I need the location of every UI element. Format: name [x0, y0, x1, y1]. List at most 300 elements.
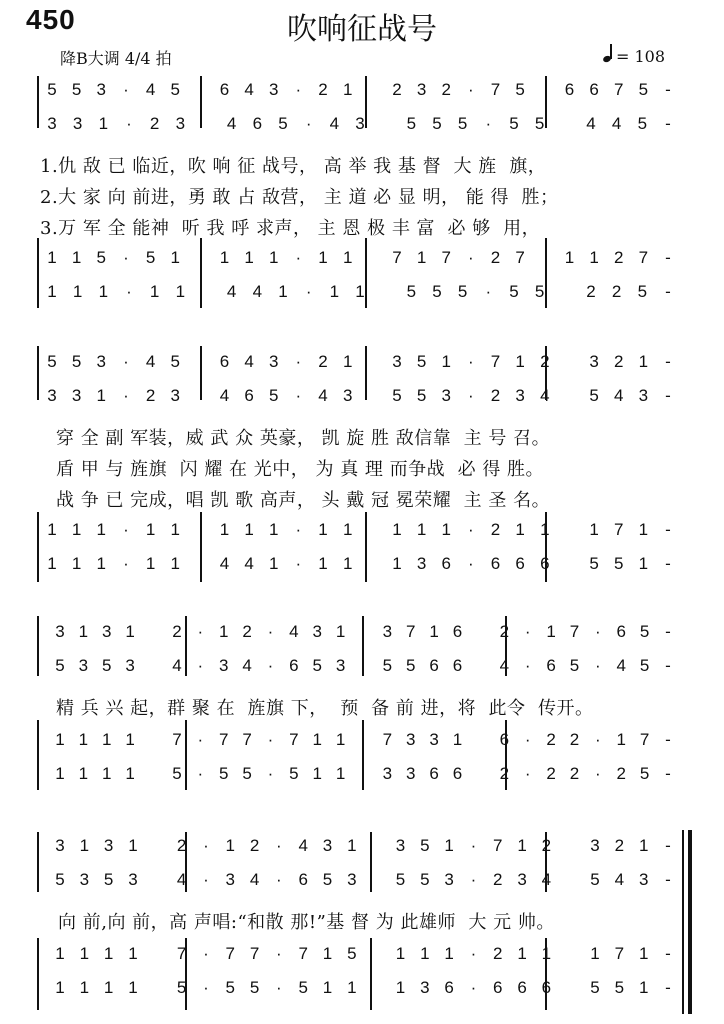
dash-hold: -: [665, 386, 671, 405]
lyric-line-1: 向 前,向 前，高 声唱:“和散 那!”基 督 为 此雄师 大 元 帅。: [58, 912, 555, 933]
note-digit: 1: [318, 554, 328, 573]
note-digit: 3: [78, 656, 89, 675]
note-digit: 1: [589, 248, 599, 267]
note-digit: 2: [611, 282, 622, 301]
note-digit: 6: [564, 80, 575, 99]
note-digit: 1: [546, 622, 556, 641]
augmentation-dot: ·: [470, 870, 477, 889]
augmentation-dot: ·: [276, 944, 282, 963]
note-digit: 5: [71, 352, 82, 371]
augmentation-dot: ·: [470, 836, 477, 855]
note-digit: 6: [441, 554, 451, 573]
augmentation-dot: ·: [295, 554, 302, 573]
note-digit: 1: [103, 978, 114, 997]
note-digit: 1: [278, 282, 288, 301]
note-digit: 3: [128, 870, 138, 889]
augmentation-dot: ·: [203, 978, 209, 997]
note-digit: 1: [55, 944, 65, 963]
soprano-row: [0, 622, 724, 648]
quarter-note-icon: [603, 46, 613, 62]
note-digit: 3: [72, 114, 83, 133]
note-digit: 1: [102, 730, 112, 749]
note-digit: 7: [172, 730, 182, 749]
dash-hold: -: [665, 554, 671, 573]
note-digit: 4: [289, 622, 299, 641]
note-digit: 1: [444, 836, 454, 855]
note-digit: 1: [395, 944, 406, 963]
note-digit: 6: [452, 764, 463, 783]
note-digit: 1: [128, 978, 138, 997]
note-digit: 1: [98, 282, 109, 301]
note-digit: 1: [79, 978, 90, 997]
note-digit: 5: [406, 282, 417, 301]
augmentation-dot: ·: [203, 870, 209, 889]
note-digit: 1: [441, 520, 451, 539]
augmentation-dot: ·: [197, 764, 204, 783]
note-digit: 1: [355, 282, 365, 301]
augmentation-dot: ·: [485, 114, 492, 133]
augmentation-dot: ·: [203, 836, 209, 855]
note-digit: 1: [540, 520, 550, 539]
note-digit: 4: [172, 656, 182, 675]
note-digit: 6: [546, 656, 556, 675]
note-digit: 2: [540, 352, 550, 371]
note-digit: 4: [616, 656, 626, 675]
note-digit: 5: [47, 352, 57, 371]
note-digit: 5: [457, 282, 468, 301]
note-digit: 1: [269, 248, 279, 267]
note-digit: 7: [613, 520, 624, 539]
note-digit: 6: [219, 352, 230, 371]
note-digit: 3: [170, 386, 180, 405]
note-digit: 6: [589, 80, 599, 99]
note-digit: 3: [515, 386, 525, 405]
note-digit: 6: [289, 656, 299, 675]
note-digit: 3: [175, 114, 186, 133]
note-digit: 7: [225, 944, 235, 963]
note-digit: 3: [406, 764, 416, 783]
note-digit: 3: [355, 114, 365, 133]
note-digit: 3: [420, 978, 430, 997]
lyric-line-2: 盾 甲 与 旌旗 闪 耀 在 光中， 为 真 理 而争战 必 得 胜。: [56, 459, 545, 480]
note-digit: 2: [499, 622, 510, 641]
lyric-line-1: 穿 全 副 军装，威 武 众 英豪， 凯 旋 胜 敌信靠 主 号 召。: [56, 428, 551, 449]
alto-row: [0, 870, 724, 896]
note-digit: 5: [406, 656, 416, 675]
note-digit: 5: [218, 764, 229, 783]
note-digit: 1: [392, 554, 402, 573]
note-digit: 5: [509, 282, 519, 301]
note-digit: 5: [170, 80, 180, 99]
note-digit: 3: [406, 730, 416, 749]
note-digit: 3: [269, 352, 279, 371]
note-digit: 5: [278, 114, 288, 133]
dash-hold: -: [665, 80, 671, 99]
augmentation-dot: ·: [123, 554, 129, 573]
augmentation-dot: ·: [123, 80, 129, 99]
note-digit: 7: [441, 248, 451, 267]
augmentation-dot: ·: [468, 386, 474, 405]
note-digit: 5: [420, 836, 430, 855]
note-digit: 5: [613, 554, 624, 573]
note-digit: 1: [78, 622, 89, 641]
dash-hold: -: [665, 836, 671, 855]
note-digit: 1: [78, 730, 89, 749]
dash-hold: -: [665, 764, 671, 783]
note-digit: 7: [242, 730, 252, 749]
note-digit: 3: [347, 870, 357, 889]
note-digit: 5: [639, 622, 650, 641]
note-digit: 2: [546, 764, 556, 783]
note-digit: 5: [534, 114, 545, 133]
tenor-row: [0, 730, 724, 756]
note-digit: 3: [590, 836, 600, 855]
note-digit: 5: [406, 114, 417, 133]
note-digit: 1: [79, 944, 90, 963]
note-digit: 5: [614, 978, 625, 997]
note-digit: 1: [395, 978, 406, 997]
note-digit: 1: [322, 944, 333, 963]
note-digit: 3: [416, 554, 427, 573]
note-digit: 2: [569, 764, 580, 783]
note-digit: 5: [225, 978, 235, 997]
note-digit: 4: [318, 386, 328, 405]
note-digit: 7: [218, 730, 229, 749]
note-digit: 3: [342, 386, 353, 405]
note-digit: 1: [420, 944, 430, 963]
note-digit: 5: [176, 978, 187, 997]
bass-row: [0, 978, 724, 1004]
note-digit: 1: [335, 764, 346, 783]
note-digit: 5: [515, 80, 525, 99]
note-digit: 7: [493, 836, 503, 855]
note-digit: 5: [382, 656, 393, 675]
note-digit: 1: [225, 836, 235, 855]
note-digit: 6: [244, 386, 254, 405]
note-digit: 3: [517, 870, 527, 889]
augmentation-dot: ·: [295, 80, 302, 99]
note-digit: 4: [244, 80, 254, 99]
note-digit: 1: [72, 282, 83, 301]
note-digit: 2: [318, 352, 328, 371]
note-digit: 6: [429, 656, 439, 675]
hymn-title: 吹响征战号: [287, 12, 437, 47]
note-digit: 1: [71, 554, 82, 573]
note-digit: 1: [335, 730, 346, 749]
note-digit: 5: [589, 554, 599, 573]
note-digit: 4: [499, 656, 510, 675]
note-digit: 1: [218, 622, 229, 641]
note-digit: 5: [289, 764, 299, 783]
augmentation-dot: ·: [295, 520, 302, 539]
augmentation-dot: ·: [468, 554, 474, 573]
note-digit: 5: [590, 870, 600, 889]
note-digit: 5: [55, 870, 65, 889]
note-digit: 1: [429, 622, 439, 641]
note-digit: 5: [298, 978, 308, 997]
note-digit: 5: [96, 248, 106, 267]
note-digit: 1: [517, 836, 527, 855]
note-digit: 5: [71, 80, 82, 99]
soprano-row: [0, 836, 724, 862]
note-digit: 1: [444, 944, 454, 963]
note-digit: 4: [611, 114, 622, 133]
dash-hold: -: [665, 352, 671, 371]
note-digit: 1: [96, 520, 106, 539]
note-digit: 2: [490, 520, 501, 539]
augmentation-dot: ·: [468, 248, 474, 267]
augmentation-dot: ·: [276, 978, 282, 997]
note-digit: 4: [145, 352, 156, 371]
note-digit: 3: [125, 656, 135, 675]
note-digit: 4: [145, 80, 156, 99]
alto-row: [0, 386, 724, 412]
note-digit: 5: [416, 352, 427, 371]
note-digit: 4: [586, 114, 596, 133]
note-digit: 1: [219, 248, 230, 267]
note-digit: 3: [589, 352, 599, 371]
note-digit: 1: [541, 944, 552, 963]
note-digit: 5: [509, 114, 519, 133]
note-digit: 4: [613, 386, 624, 405]
augmentation-dot: ·: [524, 656, 531, 675]
note-digit: 6: [429, 764, 439, 783]
note-digit: 7: [249, 944, 260, 963]
note-digit: 1: [515, 352, 525, 371]
augmentation-dot: ·: [595, 622, 601, 641]
note-digit: 5: [416, 386, 427, 405]
augmentation-dot: ·: [468, 352, 474, 371]
note-digit: 5: [242, 764, 252, 783]
note-digit: 5: [457, 114, 468, 133]
note-digit: 1: [638, 352, 649, 371]
system-2: [0, 344, 724, 584]
note-digit: 6: [515, 554, 525, 573]
augmentation-dot: ·: [267, 656, 274, 675]
note-digit: 1: [318, 248, 328, 267]
augmentation-dot: ·: [197, 656, 204, 675]
note-digit: 3: [382, 764, 393, 783]
augmentation-dot: ·: [123, 520, 129, 539]
note-digit: 1: [335, 622, 346, 641]
note-digit: 5: [432, 282, 442, 301]
augmentation-dot: ·: [595, 764, 601, 783]
note-digit: 1: [416, 248, 427, 267]
note-digit: 7: [490, 80, 501, 99]
note-digit: 3: [218, 656, 229, 675]
note-digit: 3: [103, 836, 114, 855]
note-digit: 1: [55, 730, 65, 749]
note-digit: 4: [298, 836, 308, 855]
tempo-marking: [603, 46, 665, 66]
note-digit: 3: [79, 870, 90, 889]
note-digit: 1: [170, 554, 180, 573]
note-digit: 3: [47, 114, 57, 133]
lyric-line-1: 1.仇 敌 已 临近，吹 响 征 战号， 高 举 我 基 督 大 旌 旗，: [40, 156, 547, 177]
note-digit: 3: [638, 386, 649, 405]
note-digit: 5: [170, 352, 180, 371]
note-digit: 1: [47, 248, 57, 267]
note-digit: 2: [242, 622, 252, 641]
note-digit: 5: [347, 944, 357, 963]
dash-hold: -: [665, 114, 671, 133]
augmentation-dot: ·: [485, 282, 492, 301]
augmentation-dot: ·: [267, 764, 274, 783]
note-digit: 3: [382, 622, 393, 641]
note-digit: 6: [541, 978, 552, 997]
note-digit: 7: [569, 622, 580, 641]
note-digit: 7: [639, 730, 650, 749]
note-digit: 1: [517, 944, 527, 963]
note-digit: 3: [429, 730, 439, 749]
note-digit: 4: [219, 554, 230, 573]
augmentation-dot: ·: [123, 352, 129, 371]
lyric-line-1: 精 兵 兴 起，群 聚 在 旌旗 下， 预 备 前 进，将 此令 传开。: [56, 698, 594, 719]
dash-hold: -: [665, 520, 671, 539]
note-digit: 1: [125, 730, 135, 749]
note-digit: 5: [322, 870, 333, 889]
note-digit: 1: [638, 520, 649, 539]
note-digit: 6: [444, 978, 454, 997]
note-digit: 1: [96, 554, 106, 573]
note-digit: 2: [546, 730, 556, 749]
dash-hold: -: [665, 730, 671, 749]
note-digit: 1: [638, 836, 649, 855]
augmentation-dot: ·: [276, 836, 282, 855]
note-digit: 1: [564, 248, 575, 267]
note-digit: 1: [175, 282, 186, 301]
note-digit: 1: [125, 764, 135, 783]
note-digit: 1: [342, 80, 353, 99]
note-digit: 1: [149, 282, 160, 301]
note-digit: 7: [298, 944, 308, 963]
note-digit: 2: [490, 386, 501, 405]
note-digit: 1: [79, 836, 90, 855]
dash-hold: -: [665, 248, 671, 267]
note-digit: 3: [638, 870, 649, 889]
note-digit: 5: [639, 764, 650, 783]
note-digit: 5: [47, 80, 57, 99]
note-digit: 2: [493, 870, 503, 889]
note-digit: 2: [613, 352, 624, 371]
lyric-line-3: 3.万 军 全 能神 听 我 呼 求声， 主 恩 极 丰 富 必 够 用，: [40, 218, 541, 239]
note-digit: 1: [269, 520, 279, 539]
note-digit: 1: [102, 764, 112, 783]
note-digit: 3: [96, 80, 106, 99]
note-digit: 2: [569, 730, 580, 749]
note-digit: 4: [244, 554, 254, 573]
dash-hold: -: [665, 870, 671, 889]
augmentation-dot: ·: [197, 730, 204, 749]
note-digit: 5: [637, 114, 648, 133]
note-digit: 1: [98, 114, 109, 133]
note-digit: 1: [47, 520, 57, 539]
note-digit: 2: [392, 80, 402, 99]
note-digit: 7: [392, 248, 402, 267]
note-digit: 1: [322, 978, 333, 997]
note-digit: 1: [145, 554, 156, 573]
note-digit: 3: [444, 870, 454, 889]
augmentation-dot: ·: [126, 114, 132, 133]
note-digit: 3: [96, 352, 106, 371]
augmentation-dot: ·: [123, 248, 129, 267]
note-digit: 1: [589, 520, 599, 539]
note-digit: 2: [441, 80, 451, 99]
note-digit: 4: [540, 386, 550, 405]
note-digit: 3: [225, 870, 235, 889]
note-digit: 2: [249, 836, 260, 855]
augmentation-dot: ·: [595, 656, 601, 675]
note-digit: 1: [638, 944, 649, 963]
note-digit: 1: [170, 520, 180, 539]
note-digit: 6: [452, 656, 463, 675]
augmentation-dot: ·: [305, 114, 312, 133]
augmentation-dot: ·: [595, 730, 601, 749]
note-digit: 1: [71, 520, 82, 539]
note-digit: 5: [590, 978, 600, 997]
bass-row: [0, 554, 724, 580]
note-digit: 1: [47, 282, 57, 301]
augmentation-dot: ·: [276, 870, 282, 889]
note-digit: 4: [614, 870, 625, 889]
dash-hold: -: [665, 978, 671, 997]
note-digit: 1: [145, 520, 156, 539]
note-digit: 2: [613, 248, 624, 267]
note-digit: 3: [102, 622, 112, 641]
note-digit: 7: [515, 248, 525, 267]
tenor-row: [0, 944, 724, 970]
dash-hold: -: [665, 656, 671, 675]
tenor-row: [0, 248, 724, 274]
note-digit: 5: [269, 386, 279, 405]
note-digit: 5: [103, 870, 114, 889]
system-1: [0, 70, 724, 310]
note-digit: 5: [638, 80, 649, 99]
note-digit: 7: [613, 80, 624, 99]
hymn-number: 450: [26, 4, 76, 35]
note-digit: 5: [534, 282, 545, 301]
note-digit: 4: [249, 870, 260, 889]
note-digit: 4: [219, 386, 230, 405]
tenor-row: [0, 520, 724, 546]
note-digit: 1: [170, 248, 180, 267]
note-digit: 1: [47, 554, 57, 573]
note-digit: 1: [342, 352, 353, 371]
note-digit: 1: [269, 554, 279, 573]
note-digit: 7: [176, 944, 187, 963]
augmentation-dot: ·: [470, 978, 477, 997]
dash-hold: -: [665, 944, 671, 963]
note-digit: 7: [382, 730, 393, 749]
note-digit: 3: [392, 352, 402, 371]
note-digit: 2: [493, 944, 503, 963]
dash-hold: -: [665, 282, 671, 301]
system-4: [0, 826, 724, 1022]
tempo-value: = 108: [616, 47, 666, 66]
augmentation-dot: ·: [295, 248, 302, 267]
note-digit: 5: [569, 656, 580, 675]
note-digit: 1: [616, 730, 626, 749]
augmentation-dot: ·: [468, 80, 474, 99]
note-digit: 3: [335, 656, 346, 675]
note-digit: 6: [540, 554, 550, 573]
note-digit: 1: [244, 248, 254, 267]
note-digit: 1: [318, 520, 328, 539]
note-digit: 5: [145, 248, 156, 267]
note-digit: 1: [416, 520, 427, 539]
note-digit: 5: [55, 656, 65, 675]
note-digit: 2: [145, 386, 156, 405]
